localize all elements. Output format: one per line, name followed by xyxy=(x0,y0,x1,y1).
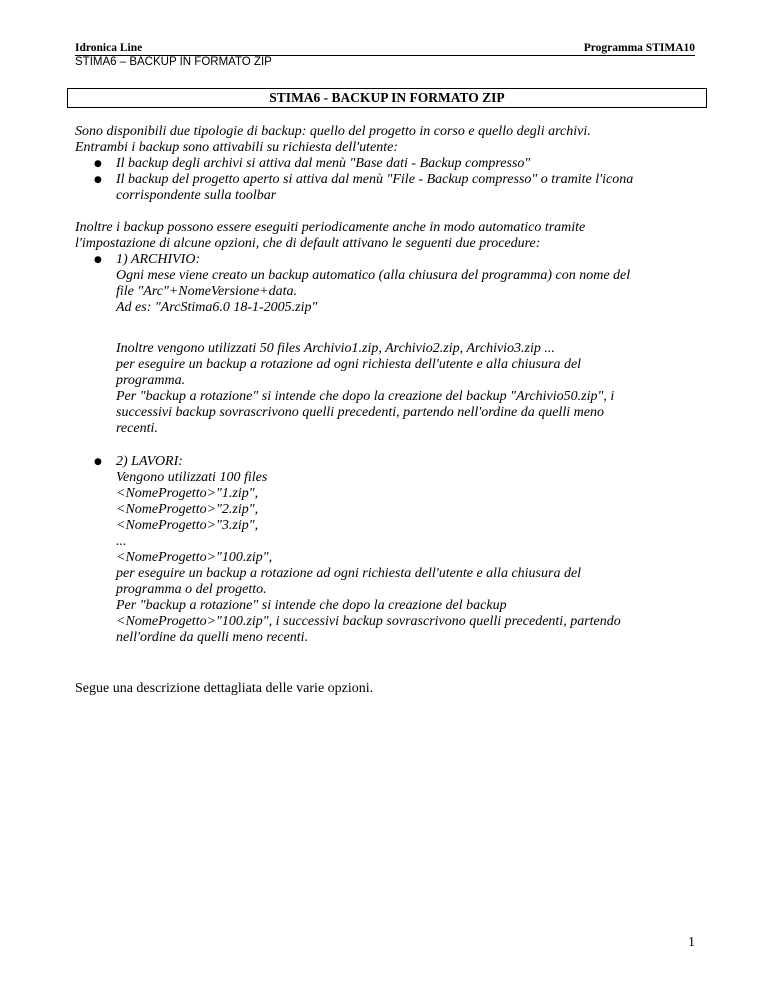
bullet-icon: ● xyxy=(94,457,102,467)
intro-line-2: Entrambi i backup sono attivabili su richiesta dell'utente: xyxy=(75,140,399,155)
bullet-progetto-1: Il backup del progetto aperto si attiva dal menù "File - Backup compresso" o tramite l'icona xyxy=(116,172,634,187)
lavori-line-4: <NomeProgetto>"2.zip", xyxy=(116,502,259,517)
lavori-line-7: <NomeProgetto>"100.zip", xyxy=(116,550,273,565)
header-right: Programma STIMA10 xyxy=(583,42,695,54)
bullet-progetto-2: corrispondente sulla toolbar xyxy=(116,188,277,203)
lavori-line-1: 2) LAVORI: xyxy=(116,454,183,469)
archivio-line-9: Per "backup a rotazione" si intende che dopo la creazione del backup "Archivio50.zip", i xyxy=(116,389,615,404)
lavori-line-9: programma o del progetto. xyxy=(116,582,267,597)
archivio-line-1: 1) ARCHIVIO: xyxy=(116,252,201,267)
lavori-line-8: per eseguire un backup a rotazione ad ogni richiesta dell'utente e alla chiusura del xyxy=(116,566,582,581)
lavori-line-11: <NomeProgetto>"100.zip", i successivi backup sovrascrivono quelli precedenti, partendo xyxy=(116,614,621,629)
archivio-line-11: recenti. xyxy=(116,421,158,436)
archivio-line-4: Ad es: "ArcStima6.0 18-1-2005.zip" xyxy=(116,300,318,315)
lavori-line-3: <NomeProgetto>"1.zip", xyxy=(116,486,259,501)
header-left: Idronica Line xyxy=(75,42,143,54)
header-subtitle: STIMA6 – BACKUP IN FORMATO ZIP xyxy=(75,56,272,68)
lavori-line-10: Per "backup a rotazione" si intende che dopo la creazione del backup xyxy=(116,598,507,613)
archivio-line-10: successivi backup sovrascrivono quelli precedenti, partendo nell'ordine da quelli meno xyxy=(116,405,604,420)
document-title: STIMA6 - BACKUP IN FORMATO ZIP xyxy=(67,88,707,108)
archivio-line-8: programma. xyxy=(116,373,186,388)
closing-text: Segue una descrizione dettagliata delle varie opzioni. xyxy=(75,681,374,696)
bullet-icon: ● xyxy=(94,159,102,169)
archivio-line-3: file "Arc"+NomeVersione+data. xyxy=(116,284,297,299)
bullet-icon: ● xyxy=(94,175,102,185)
para2-line-1: Inoltre i backup possono essere eseguiti periodicamente anche in modo automatico tramite xyxy=(75,220,586,235)
lavori-line-6: ... xyxy=(116,534,127,549)
lavori-line-2: Vengono utilizzati 100 files xyxy=(116,470,268,485)
para2-line-2: l'impostazione di alcune opzioni, che di default attivano le seguenti due procedure: xyxy=(75,236,541,251)
archivio-line-2: Ogni mese viene creato un backup automatico (alla chiusura del programma) con nome del xyxy=(116,268,631,283)
intro-line-1: Sono disponibili due tipologie di backup: quello del progetto in corso e quello degli archivi. xyxy=(75,124,591,139)
archivio-line-6: Inoltre vengono utilizzati 50 files Archivio1.zip, Archivio2.zip, Archivio3.zip ... xyxy=(116,341,555,356)
bullet-icon: ● xyxy=(94,255,102,265)
lavori-line-12: nell'ordine da quelli meno recenti. xyxy=(116,630,309,645)
bullet-archivi: Il backup degli archivi si attiva dal menù "Base dati - Backup compresso" xyxy=(116,156,531,171)
archivio-line-7: per eseguire un backup a rotazione ad ogni richiesta dell'utente e alla chiusura del xyxy=(116,357,582,372)
lavori-line-5: <NomeProgetto>"3.zip", xyxy=(116,518,259,533)
page-number: 1 xyxy=(688,935,695,950)
